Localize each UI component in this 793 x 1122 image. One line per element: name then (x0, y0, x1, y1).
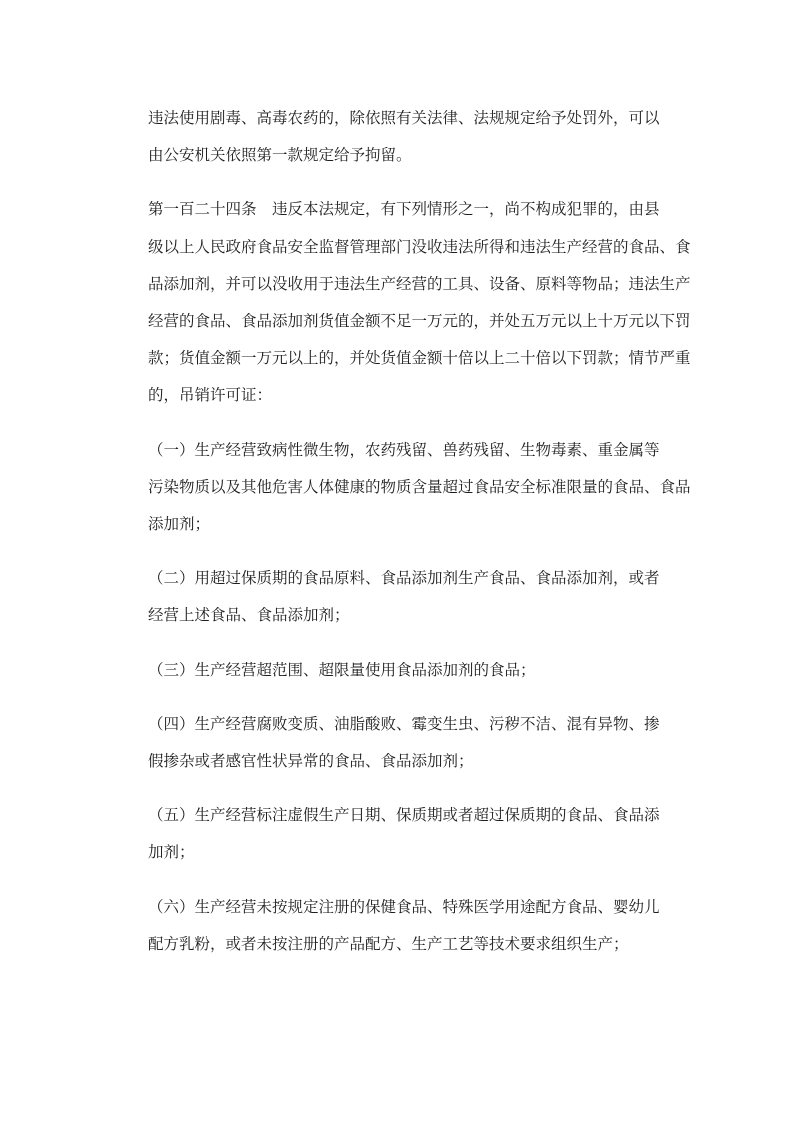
text-line: 品添加剂，并可以没收用于违法生产经营的工具、设备、原料等物品；违法生产 (148, 274, 691, 293)
paragraph-item-1 (117, 432, 691, 544)
text-line: 由公安机关依照第一款规定给予拘留。 (148, 146, 412, 165)
text-line: 款；货值金额一万元以上的，并处货值金额十倍以上二十倍以下罚款；情节严重 (148, 349, 691, 368)
paragraph-article-124 (117, 191, 691, 414)
paragraph-item-6 (117, 889, 677, 963)
text-line: 经营上述食品、食品添加剂； (148, 606, 350, 625)
text-line: 污染物质以及其他危害人体健康的物质含量超过食品安全标准限量的食品、食品 (148, 477, 691, 496)
text-line: 的，吊销许可证： (148, 386, 273, 405)
paragraph-item-5 (117, 797, 677, 871)
text-line: （六）生产经营未按规定注册的保健食品、特殊医学用途配方食品、婴幼儿 (148, 897, 660, 916)
text-line: （五）生产经营标注虚假生产日期、保质期或者超过保质期的食品、食品添 (148, 806, 660, 825)
text-line: 添加剂； (148, 515, 211, 534)
text-line: 经营的食品、食品添加剂货值金额不足一万元的，并处五万元以上十万元以下罚 (148, 312, 691, 331)
text-line: 级以上人民政府食品安全监督管理部门没收违法所得和违法生产经营的食品、食 (148, 237, 691, 256)
text-line: （一）生产经营致病性微生物，农药残留、兽药残留、生物毒素、重金属等 (148, 440, 660, 459)
text-line: 违法使用剧毒、高毒农药的，除依照有关法律、法规规定给予处罚外，可以 (148, 109, 660, 127)
paragraph-item-4 (117, 706, 677, 780)
paragraph-penalty-pesticide (117, 100, 677, 174)
text-line: （四）生产经营腐败变质、油脂酸败、霉变生虫、污秽不洁、混有异物、掺 (148, 714, 660, 733)
text-line: 第一百二十四条 违反本法规定，有下列情形之一，尚不构成犯罪的，由县 (148, 200, 660, 219)
text-line: 假掺杂或者感官性状异常的食品、食品添加剂； (148, 752, 474, 771)
paragraph-item-3 (117, 652, 677, 689)
document-body (117, 100, 691, 963)
text-line: （二）用超过保质期的食品原料、食品添加剂生产食品、食品添加剂，或者 (148, 569, 660, 588)
text-line: （三）生产经营超范围、超限量使用食品添加剂的食品； (148, 660, 536, 679)
text-line: 配方乳粉，或者未按注册的产品配方、生产工艺等技术要求组织生产； (148, 934, 629, 953)
paragraph-item-2 (117, 560, 677, 634)
text-line: 加剂； (148, 843, 195, 862)
